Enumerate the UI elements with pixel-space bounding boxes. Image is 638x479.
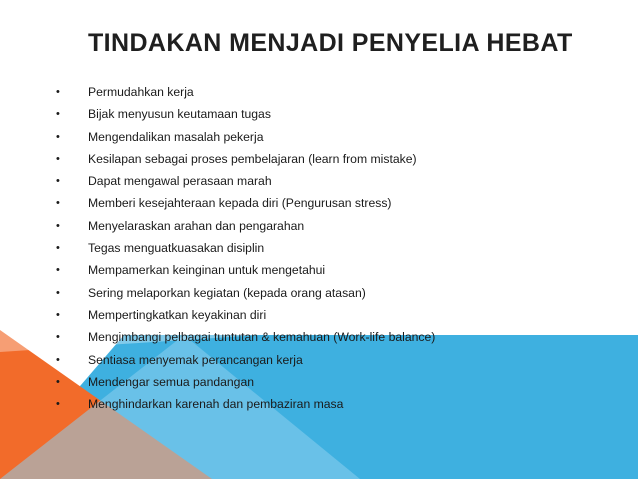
bullet-marker: • <box>56 108 60 121</box>
bullet-text: Mendengar semua pandangan <box>88 374 255 389</box>
bullet-text: Sentiasa menyemak perancangan kerja <box>88 352 303 367</box>
bullet-text: Permudahkan kerja <box>88 85 194 99</box>
bullet-text: Sering melaporkan kegiatan (kepada orang atasan) <box>88 285 366 300</box>
slide-title: TINDAKAN MENJADI PENYELIA HEBAT <box>88 29 573 57</box>
bullet-marker: • <box>56 242 60 255</box>
bullet-marker: • <box>56 130 60 143</box>
bullet-text: Menghindarkan karenah dan pembaziran masa <box>88 397 344 412</box>
bullet-text: Mengendalikan masalah pekerja <box>88 129 264 144</box>
bullet-marker: • <box>56 286 60 299</box>
bullet-marker: • <box>56 398 60 411</box>
bullet-text: Memberi kesejahteraan kepada diri (Pengurusan stress) <box>88 196 392 211</box>
bullet-marker: • <box>56 264 60 277</box>
bullet-text: Bijak menyusun keutamaan tugas <box>88 107 271 122</box>
bullet-marker: • <box>56 375 60 388</box>
bullet-text: Mengimbangi pelbagai tuntutan & kemahuan (Work-life balance) <box>88 330 436 345</box>
bullet-marker: • <box>56 175 60 188</box>
bullet-marker: • <box>56 353 60 366</box>
bullet-marker: • <box>56 197 60 210</box>
bullet-text: Kesilapan sebagai proses pembelajaran (learn from mistake) <box>88 151 417 166</box>
bullet-text: Menyelaraskan arahan dan pengarahan <box>88 218 305 233</box>
bullet-marker: • <box>56 152 60 165</box>
bullet-marker: • <box>56 219 60 232</box>
bullet-text: Dapat mengawal perasaan marah <box>88 174 272 189</box>
bullet-text: Mempertingkatkan keyakinan diri <box>88 307 267 322</box>
bullet-text: Mempamerkan keinginan untuk mengetahui <box>88 263 326 278</box>
bullet-text: Tegas menguatkuasakan disiplin <box>88 241 265 256</box>
bullet-marker: • <box>56 331 60 344</box>
bullet-marker: • <box>56 308 60 321</box>
bullet-marker: • <box>56 86 60 98</box>
